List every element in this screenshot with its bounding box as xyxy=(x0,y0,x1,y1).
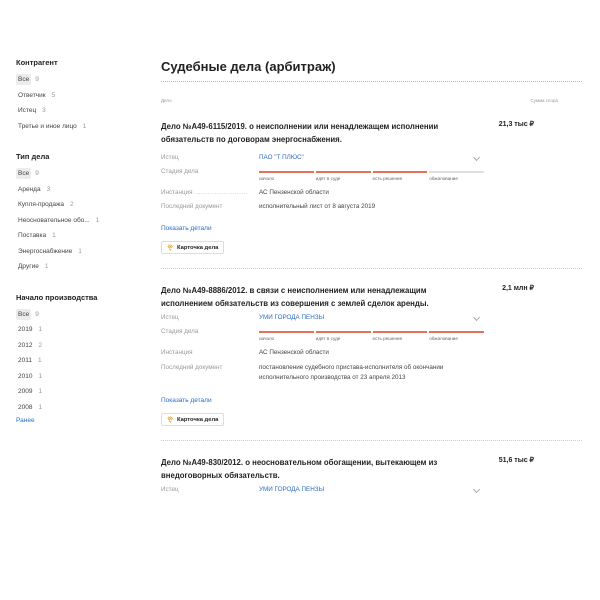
field-label: Истец xyxy=(161,154,179,161)
case-title[interactable]: Дело №А49-8886/2012. в связи с неисполнением или ненадлежащим исполнением обязательств из совершения с землей сделок аренды. xyxy=(161,286,429,308)
filter-item-unjust-enrichment[interactable] xyxy=(16,215,136,231)
case-item xyxy=(161,284,582,428)
field-label: Стадия дела xyxy=(161,328,199,335)
field-label: Инстанция xyxy=(161,349,193,356)
case-title[interactable]: Дело №А49-830/2012. о неосновательном обогащении, вытекающем из внедоговорных обязательств. xyxy=(161,458,438,480)
filter-item-label: Все xyxy=(18,310,30,318)
filter-item-2011[interactable] xyxy=(16,355,136,371)
field-label xyxy=(161,189,259,197)
stage-bar xyxy=(429,331,484,333)
column-header-amount: Сумма спора xyxy=(530,98,558,103)
divider xyxy=(161,81,582,82)
last-doc-row xyxy=(161,363,582,383)
filter-item-label: Неосновательное обо... xyxy=(18,216,90,224)
filter-item-count: 1 xyxy=(38,372,43,380)
filter-title: Начало производства xyxy=(16,292,98,302)
filter-item-all[interactable] xyxy=(16,74,136,90)
case-divider xyxy=(161,268,582,269)
case-title[interactable]: Дело №А49-6115/2019. о неисполнении или ненадлежащем исполнении обязательств по договорам энергоснабжения. xyxy=(161,122,439,144)
instance-row xyxy=(161,189,582,197)
stage-progress xyxy=(259,328,484,343)
stage-bar xyxy=(373,171,428,173)
field-label: Последний документ xyxy=(161,364,223,371)
filter-item-count: 3 xyxy=(46,185,51,193)
filter-item-count: 2 xyxy=(38,341,43,349)
filter-item-2019[interactable] xyxy=(16,324,136,340)
filter-item-rent[interactable] xyxy=(16,184,136,200)
instance-value: АС Пензенской области xyxy=(259,189,329,196)
filter-title: Контрагент xyxy=(16,58,58,67)
case-amount: 51,6 тыс ₽ xyxy=(498,457,534,464)
stage-label: идёт в суде xyxy=(315,336,341,341)
filter-item-label: 2008 xyxy=(18,403,33,411)
last-doc-row xyxy=(161,203,582,211)
filter-item-count: 1 xyxy=(44,263,49,270)
field-label: Последний документ xyxy=(161,203,223,210)
main-content xyxy=(161,56,582,494)
filter-item-count: 1 xyxy=(38,403,43,411)
label-dots: ........................ xyxy=(194,189,249,196)
filter-item-count: 1 xyxy=(78,247,82,255)
field-label: Истец xyxy=(161,486,179,493)
stage-row xyxy=(161,328,582,343)
gavel-icon xyxy=(167,244,174,251)
filter-item-count: 1 xyxy=(37,357,42,364)
case-card-label: Карточка дела xyxy=(177,244,219,251)
stage-label: обжалование xyxy=(429,176,458,181)
field-label-text: Инстанция xyxy=(161,189,193,196)
filter-item-count: 1 xyxy=(38,326,43,333)
plaintiff-link[interactable]: УМИ ГОРОДА ПЕНЗЫ xyxy=(259,486,325,493)
stage-label: идёт в суде xyxy=(315,176,341,181)
filter-group-start-year xyxy=(16,293,136,430)
plaintiff-link[interactable]: ПАО "Т ПЛЮС" xyxy=(259,154,304,161)
last-doc-value: исполнительный лист от 8 августа 2019 xyxy=(259,203,376,210)
case-amount: 2,1 млн ₽ xyxy=(502,285,534,292)
case-card-label: Карточка дела xyxy=(177,416,219,423)
filter-item-count: 1 xyxy=(38,388,43,395)
filter-item-count: 1 xyxy=(95,216,100,224)
field-label: Истец xyxy=(161,314,179,321)
stage-bar xyxy=(316,171,371,173)
stage-bar xyxy=(259,171,314,173)
filter-item-count: 2 xyxy=(70,201,74,208)
filter-group-case-type xyxy=(16,152,136,277)
filter-item-all[interactable] xyxy=(16,168,136,184)
stage-bar xyxy=(429,171,484,173)
filter-item-label: 2019 xyxy=(18,326,33,333)
plaintiff-link[interactable]: УМИ ГОРОДА ПЕНЗЫ xyxy=(259,314,325,321)
field-label: Стадия дела xyxy=(161,168,199,175)
stage-bar xyxy=(259,331,314,333)
filter-item-label: Все xyxy=(18,170,30,177)
filter-item-label: Истец xyxy=(18,107,37,114)
filter-item-label: Энергоснабжение xyxy=(18,247,73,255)
filter-item-2010[interactable] xyxy=(16,371,136,387)
filter-item-label: Ответчик xyxy=(18,91,46,99)
stage-label: обжалование xyxy=(429,336,458,341)
stage-row xyxy=(161,168,582,183)
column-header-case: Дело xyxy=(161,98,172,103)
filter-more-link[interactable]: Ранее xyxy=(16,417,35,424)
stage-label: есть решение xyxy=(372,336,403,341)
stage-label: есть решение xyxy=(372,176,403,181)
show-details-link[interactable]: Показать детали xyxy=(161,397,212,404)
stage-bar xyxy=(316,331,371,333)
filter-item-2008[interactable] xyxy=(16,402,136,418)
filter-item-count: 3 xyxy=(42,107,46,114)
filter-group-counterparty xyxy=(16,58,136,136)
filter-item-count: 1 xyxy=(82,122,87,130)
filter-item-other[interactable] xyxy=(16,261,136,277)
stage-segment xyxy=(316,168,371,183)
filter-item-label: 2009 xyxy=(18,388,33,395)
column-headers xyxy=(161,98,582,110)
filter-item-label: Купля-продажа xyxy=(18,201,65,208)
filter-item-label: Третье и иное лицо xyxy=(18,122,77,130)
filter-item-label: 2010 xyxy=(18,372,33,380)
filter-item-count: 9 xyxy=(35,170,39,177)
filter-item-third-party[interactable] xyxy=(16,121,136,137)
plaintiff-row xyxy=(161,154,582,162)
filter-item-plaintiff[interactable] xyxy=(16,105,136,121)
stage-segment xyxy=(429,168,484,183)
stage-segment xyxy=(259,168,314,183)
stage-progress xyxy=(259,168,484,183)
filter-item-label: Другие xyxy=(18,263,39,270)
last-doc-value: постановление судебного пристава-исполнителя об окончании исполнительного производства от 23 апреля 2013 xyxy=(259,364,444,381)
filter-item-energy[interactable] xyxy=(16,246,136,262)
stage-segment xyxy=(316,328,371,343)
filter-item-count: 1 xyxy=(52,232,56,239)
stage-segment xyxy=(373,328,428,343)
instance-value: АС Пензенской области xyxy=(259,349,329,356)
plaintiff-row xyxy=(161,486,582,494)
gavel-icon xyxy=(167,416,174,423)
case-item xyxy=(161,120,582,256)
filter-item-label: 2011 xyxy=(18,357,32,364)
filter-item-label: Поставка xyxy=(18,232,47,239)
stage-label: начало xyxy=(259,336,275,341)
plaintiff-row xyxy=(161,314,582,322)
filter-item-count: 9 xyxy=(35,76,39,83)
filter-item-label: 2012 xyxy=(18,341,33,349)
filter-item-all[interactable] xyxy=(16,309,136,325)
page-title: Судебные дела (арбитраж) xyxy=(161,59,336,74)
case-card-button[interactable] xyxy=(161,413,224,426)
stage-bar xyxy=(373,331,428,333)
case-item xyxy=(161,456,582,494)
filter-item-label: Аренда xyxy=(18,185,41,193)
case-divider xyxy=(161,440,582,441)
filter-title: Тип дела xyxy=(16,152,50,161)
filter-item-count: 9 xyxy=(35,310,39,318)
filter-item-label: Все xyxy=(18,76,30,83)
case-amount: 21,3 тыс ₽ xyxy=(498,121,534,128)
instance-row xyxy=(161,349,582,357)
show-details-link[interactable]: Показать детали xyxy=(161,225,212,232)
filter-item-2009[interactable] xyxy=(16,386,136,402)
stage-segment xyxy=(429,328,484,343)
filter-item-2012[interactable] xyxy=(16,340,136,356)
stage-segment xyxy=(373,168,428,183)
stage-segment xyxy=(259,328,314,343)
stage-label: начало xyxy=(259,176,275,181)
filter-item-supply[interactable] xyxy=(16,230,136,246)
filter-item-defendant[interactable] xyxy=(16,90,136,106)
filter-sidebar xyxy=(16,58,136,445)
case-card-button[interactable] xyxy=(161,241,224,254)
filter-item-count: 5 xyxy=(51,91,56,99)
filter-item-purchase[interactable] xyxy=(16,199,136,215)
